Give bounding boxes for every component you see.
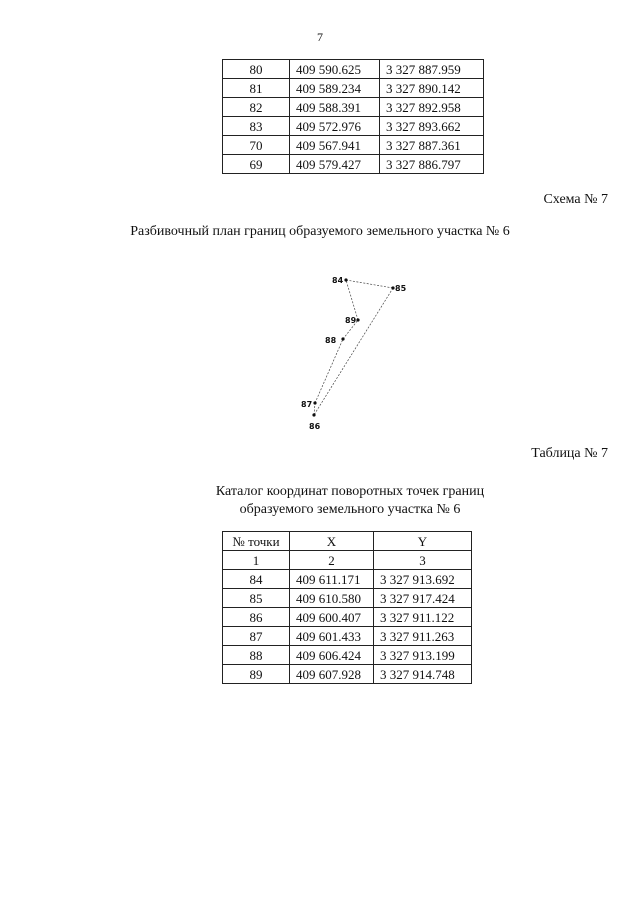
cell-x: 409 601.433 [290, 627, 374, 646]
cell-point-number: 80 [223, 60, 290, 79]
boundary-segment [346, 280, 358, 320]
table-row [223, 646, 472, 665]
table-header-row [223, 532, 472, 551]
plan-point-label: 89 [345, 316, 357, 325]
cell-y: 3 327 892.958 [380, 98, 484, 117]
table-row [223, 665, 472, 684]
scheme-label: Схема № 7 [543, 192, 608, 207]
index-col-1: 1 [223, 551, 290, 570]
cell-point-number: 89 [223, 665, 290, 684]
plan-title: Разбивочный план границ образуемого земельного участка № 6 [130, 224, 510, 239]
cell-y: 3 327 911.122 [374, 608, 472, 627]
index-col-3: 3 [374, 551, 472, 570]
table-row [223, 155, 484, 174]
cell-x: 409 607.928 [290, 665, 374, 684]
plan-point-label: 87 [301, 400, 313, 409]
boundary-segment [315, 339, 343, 403]
cell-x: 409 611.171 [290, 570, 374, 589]
cell-y: 3 327 886.797 [380, 155, 484, 174]
plan-point-label: 88 [325, 336, 337, 345]
cell-x: 409 606.424 [290, 646, 374, 665]
cell-y: 3 327 911.263 [374, 627, 472, 646]
catalog-title [0, 483, 640, 519]
table-row [223, 60, 484, 79]
coordinates-table-continued [222, 59, 484, 174]
cell-y: 3 327 913.692 [374, 570, 472, 589]
cell-point-number: 81 [223, 79, 290, 98]
plan-point-label: 84 [332, 276, 344, 285]
table-label: Таблица № 7 [531, 446, 608, 461]
cell-point-number: 87 [223, 627, 290, 646]
table-row [223, 608, 472, 627]
plan-point-marker [356, 318, 359, 321]
cell-y: 3 327 890.142 [380, 79, 484, 98]
cell-x: 409 589.234 [290, 79, 380, 98]
index-col-2: 2 [290, 551, 374, 570]
plan-point-marker [341, 337, 344, 340]
table-row [223, 117, 484, 136]
plan-point-label: 86 [309, 422, 321, 431]
cell-y: 3 327 887.959 [380, 60, 484, 79]
table-row [223, 589, 472, 608]
layout-plan-diagram [290, 262, 430, 442]
cell-x: 409 610.580 [290, 589, 374, 608]
cell-y: 3 327 913.199 [374, 646, 472, 665]
cell-x: 409 579.427 [290, 155, 380, 174]
boundary-segment [314, 288, 393, 415]
plan-point-marker [344, 278, 347, 281]
coordinates-catalog-table [222, 531, 472, 684]
table-row [223, 627, 472, 646]
cell-point-number: 88 [223, 646, 290, 665]
cell-point-number: 69 [223, 155, 290, 174]
cell-y: 3 327 917.424 [374, 589, 472, 608]
cell-point-number: 83 [223, 117, 290, 136]
cell-x: 409 572.976 [290, 117, 380, 136]
cell-point-number: 84 [223, 570, 290, 589]
cell-y: 3 327 887.361 [380, 136, 484, 155]
plan-point-label: 85 [395, 284, 407, 293]
table-index-row [223, 551, 472, 570]
cell-point-number: 70 [223, 136, 290, 155]
cell-point-number: 86 [223, 608, 290, 627]
cell-x: 409 588.391 [290, 98, 380, 117]
cell-point-number: 82 [223, 98, 290, 117]
page-number: 7 [317, 30, 323, 44]
cell-x: 409 567.941 [290, 136, 380, 155]
cell-y: 3 327 893.662 [380, 117, 484, 136]
header-x: X [290, 532, 374, 551]
table-row [223, 136, 484, 155]
cell-x: 409 590.625 [290, 60, 380, 79]
catalog-title-line-1: Каталог координат поворотных точек границ [215, 484, 485, 499]
boundary-segment [346, 280, 393, 288]
table-row [223, 98, 484, 117]
catalog-title-line-2: образуемого земельного участка № 6 [239, 502, 461, 517]
header-point-number: № точки [223, 532, 290, 551]
plan-point-marker [312, 413, 315, 416]
plan-point-marker [313, 401, 316, 404]
cell-x: 409 600.407 [290, 608, 374, 627]
cell-y: 3 327 914.748 [374, 665, 472, 684]
header-y: Y [374, 532, 472, 551]
table-row [223, 570, 472, 589]
cell-point-number: 85 [223, 589, 290, 608]
table-row [223, 79, 484, 98]
